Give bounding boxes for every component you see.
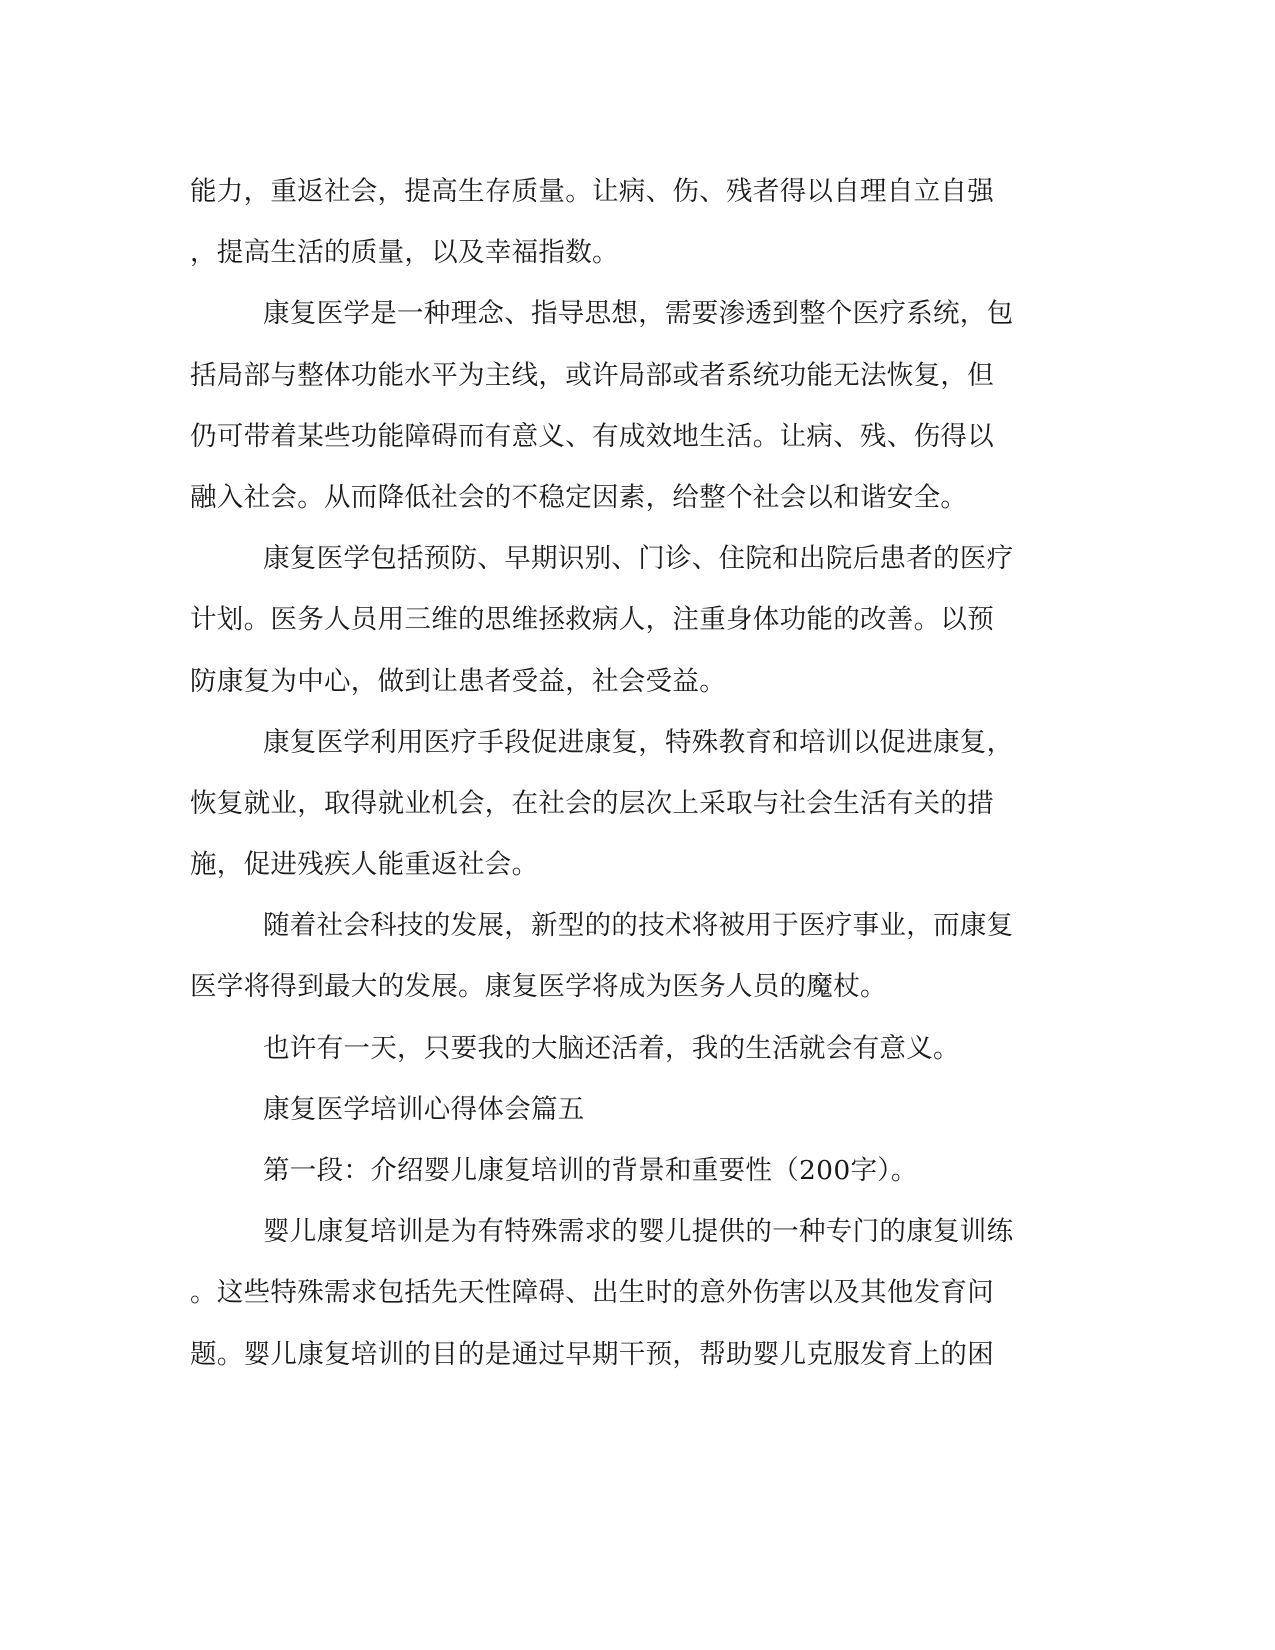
section-heading: 康复医学培训心得体会篇五	[263, 1093, 585, 1125]
paragraph-start-line: 也许有一天，只要我的大脑还活着，我的生活就会有意义。	[263, 1032, 960, 1064]
text-line: 能力，重返社会，提高生存质量。让病、伤、残者得以自理自立自强	[190, 176, 994, 207]
text-line: 计划。医务人员用三维的思维拯救病人，注重身体功能的改善。以预	[190, 604, 994, 636]
text-line: 恢复就业，取得就业机会，在社会的层次上采取与社会生活有关的措	[190, 787, 994, 819]
text-line: 题。婴儿康复培训的目的是通过早期干预，帮助婴儿克服发育上的困	[190, 1338, 994, 1370]
paragraph-start-line: 康复医学利用医疗手段促进康复，特殊教育和培训以促进康复，	[263, 726, 1014, 758]
paragraph-start-line: 康复医学是一种理念、指导思想，需要渗透到整个医疗系统，包	[263, 298, 1014, 330]
paragraph-start-line: 第一段：介绍婴儿康复培训的背景和重要性（200字）。	[263, 1155, 918, 1186]
body-text	[190, 161, 1090, 1385]
text-line: 防康复为中心，做到让患者受益，社会受益。	[190, 665, 726, 697]
text-line: 医学将得到最大的发展。康复医学将成为医务人员的魔杖。	[190, 971, 887, 1003]
paragraph-start-line: 婴儿康复培训是为有特殊需求的婴儿提供的一种专门的康复训练	[263, 1216, 1014, 1248]
text-line: 融入社会。从而降低社会的不稳定因素，给整个社会以和谐安全。	[190, 481, 968, 513]
text-line: 仍可带着某些功能障碍而有意义、有成效地生活。让病、残、伤得以	[190, 420, 994, 452]
paragraph-start-line: 随着社会科技的发展，新型的的技术将被用于医疗事业，而康复	[263, 910, 1014, 942]
text-line: ，提高生活的质量，以及幸福指数。	[190, 237, 619, 269]
text-line: 施，促进残疾人能重返社会。	[190, 849, 539, 881]
text-line: 。这些特殊需求包括先天性障碍、出生时的意外伤害以及其他发育问	[190, 1277, 994, 1309]
text-line: 括局部与整体功能水平为主线，或许局部或者系统功能无法恢复，但	[190, 359, 994, 391]
paragraph-start-line: 康复医学包括预防、早期识别、门诊、住院和出院后患者的医疗	[263, 543, 1014, 575]
